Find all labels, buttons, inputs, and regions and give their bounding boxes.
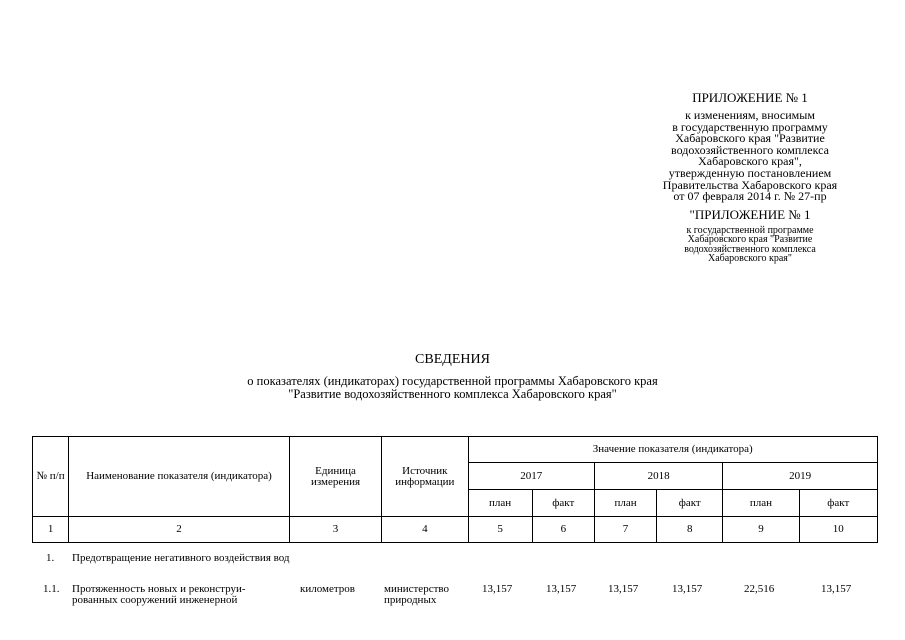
header-year: 2018 bbox=[594, 463, 722, 490]
row-value-fact-2018: 13,157 bbox=[672, 583, 703, 595]
header-year: 2019 bbox=[723, 463, 878, 490]
column-number: 3 bbox=[289, 517, 381, 543]
appendix-line: от 07 февраля 2014 г. № 27-пр bbox=[673, 189, 827, 204]
row-value-fact-2019: 13,157 bbox=[821, 583, 852, 595]
appendix-header: ПРИЛОЖЕНИЕ № 1 bbox=[692, 90, 808, 105]
row-name-line-2: рованных сооружений инженерной bbox=[72, 594, 238, 606]
appendix-line: водохозяйственного комплекса bbox=[671, 142, 829, 157]
column-number: 8 bbox=[657, 517, 723, 543]
document-subtitle-line-1: о показателях (индикаторах) государственной программы Хабаровского края bbox=[247, 374, 658, 388]
column-number: 7 bbox=[594, 517, 656, 543]
column-number: 5 bbox=[468, 517, 532, 543]
header-plan: план bbox=[468, 490, 532, 517]
column-number: 6 bbox=[532, 517, 594, 543]
row-number: 1.1. bbox=[43, 583, 60, 595]
document-title-block bbox=[0, 352, 905, 400]
appendix-line: к изменениям, вносимым bbox=[685, 108, 815, 122]
column-number: 2 bbox=[69, 517, 290, 543]
row-value-plan-2017: 13,157 bbox=[482, 583, 513, 595]
document-title: СВЕДЕНИЯ bbox=[415, 352, 490, 367]
appendix-line: Хабаровского края "Развитие bbox=[675, 131, 825, 146]
header-fact: факт bbox=[532, 490, 594, 517]
row-source-line-1: министерство bbox=[384, 583, 450, 595]
appendix-line-2: к государственной программе bbox=[686, 224, 814, 236]
row-unit: километров bbox=[300, 583, 355, 595]
row-value-plan-2019: 22,516 bbox=[744, 583, 775, 595]
appendix-line: утвержденную постановлением bbox=[668, 165, 832, 180]
indicators-table bbox=[32, 436, 878, 543]
header-fact: факт bbox=[657, 490, 723, 517]
appendix-header-2: "ПРИЛОЖЕНИЕ № 1 bbox=[689, 206, 811, 222]
header-no: № п/п bbox=[33, 437, 69, 517]
column-number: 9 bbox=[723, 517, 799, 543]
appendix-block bbox=[600, 92, 900, 264]
header-value: Значение показателя (индикатора) bbox=[468, 437, 878, 463]
section-number: 1. bbox=[46, 552, 55, 564]
row-value-plan-2018: 13,157 bbox=[608, 583, 639, 595]
header-plan: план bbox=[723, 490, 799, 517]
row-value-fact-2017: 13,157 bbox=[546, 583, 577, 595]
column-number: 4 bbox=[382, 517, 468, 543]
column-number: 10 bbox=[799, 517, 877, 543]
section-title: Предотвращение негативного воздействия вод bbox=[72, 552, 290, 564]
appendix-line-2: Хабаровского края" bbox=[708, 253, 792, 265]
appendix-line: в государственную программу bbox=[672, 119, 828, 134]
appendix-line: Правительства Хабаровского края bbox=[662, 177, 838, 192]
appendix-line: Хабаровского края", bbox=[698, 154, 802, 169]
appendix-line-2: Хабаровского края "Развитие bbox=[687, 234, 813, 246]
row-name-line-1: Протяженность новых и реконструи- bbox=[72, 583, 246, 595]
column-number: 1 bbox=[33, 517, 69, 543]
document-subtitle-line-2: "Развитие водохозяйственного комплекса Хабаровского края" bbox=[288, 386, 617, 401]
header-unit: Единица измерения bbox=[289, 437, 381, 517]
row-source-line-2: природных bbox=[384, 594, 437, 606]
header-plan: план bbox=[594, 490, 656, 517]
appendix-line-2: водохозяйственного комплекса bbox=[684, 243, 816, 255]
header-name: Наименование показателя (индикатора) bbox=[69, 437, 290, 517]
header-year: 2017 bbox=[468, 463, 594, 490]
appendix-text bbox=[600, 110, 900, 203]
appendix-text-2 bbox=[600, 226, 900, 264]
header-source: Источник информации bbox=[382, 437, 468, 517]
header-fact: факт bbox=[799, 490, 877, 517]
